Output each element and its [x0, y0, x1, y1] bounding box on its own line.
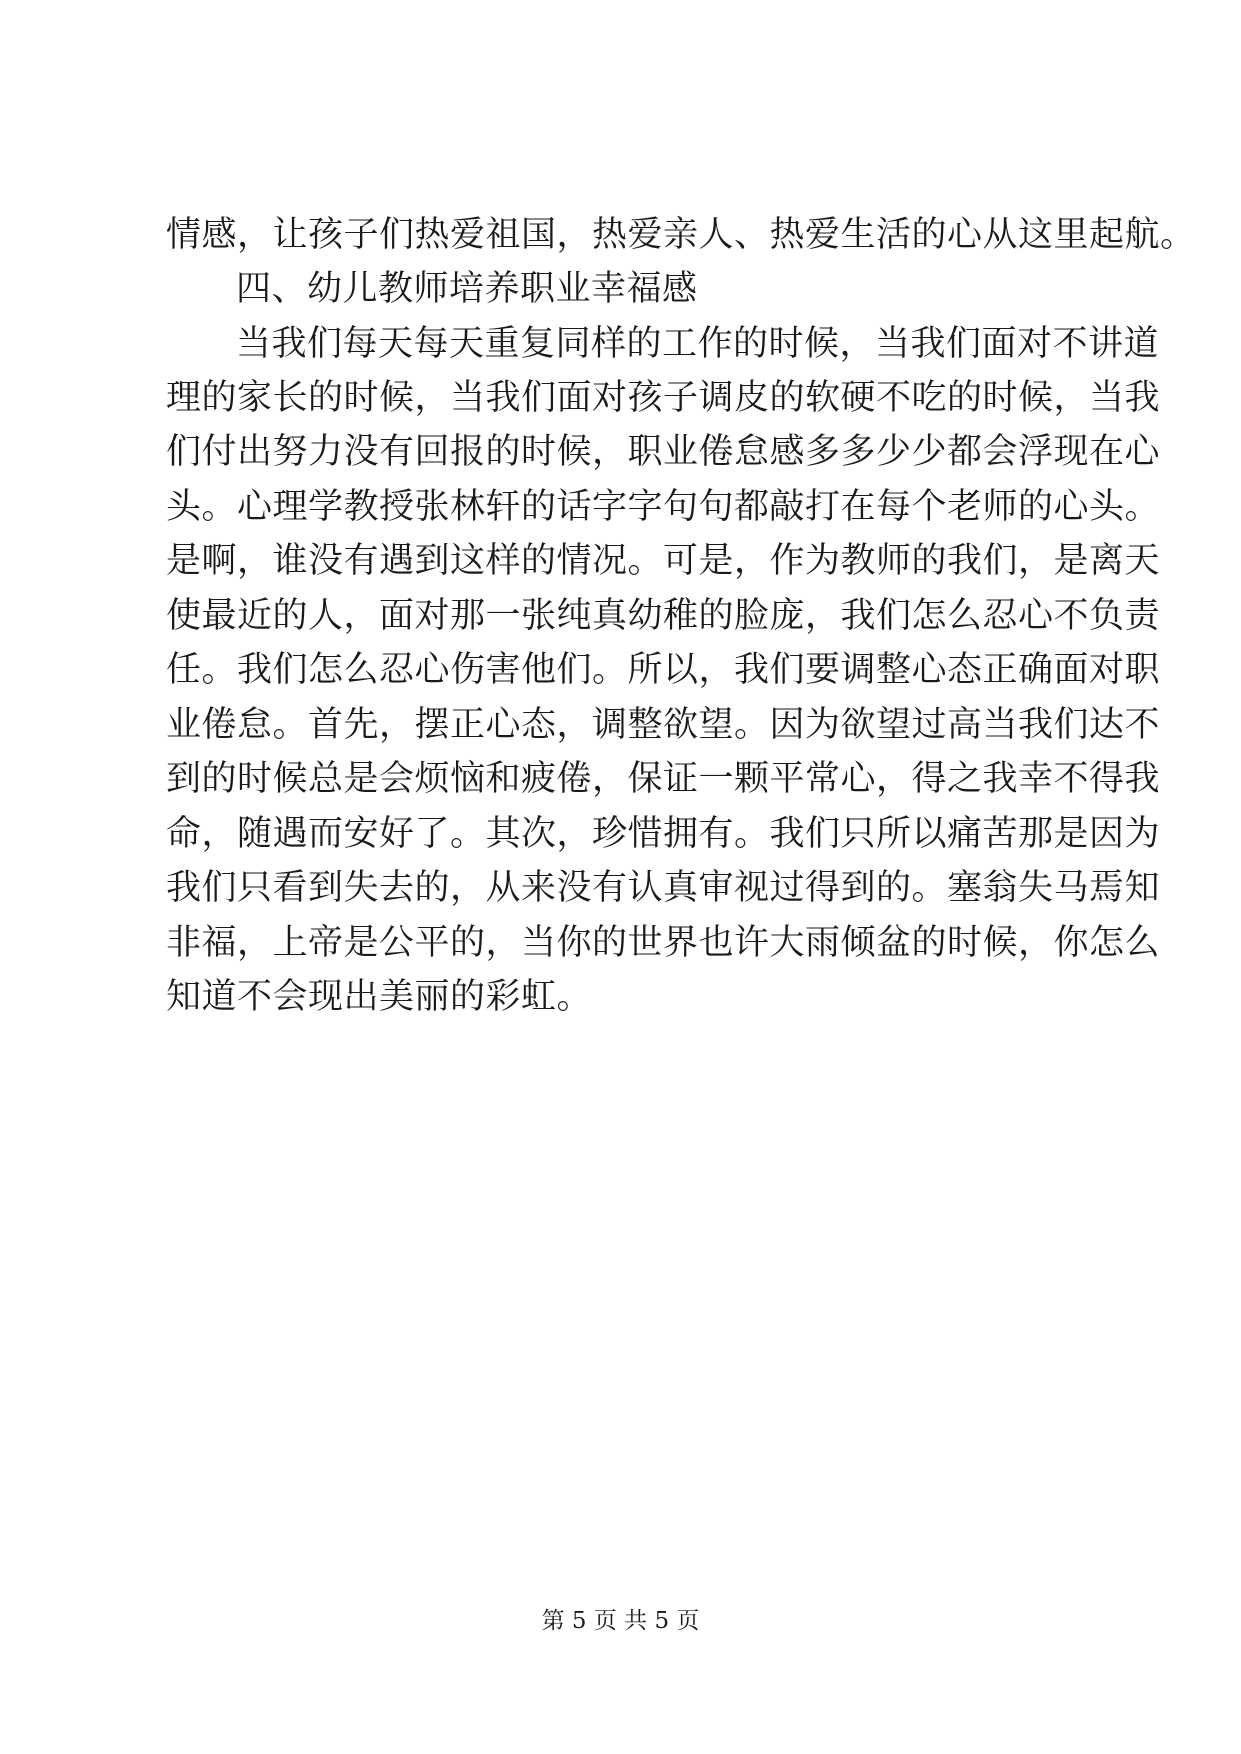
body-text-line: 我们只看到失去的，从来没有认真审视过得到的。塞翁失马焉知 [166, 868, 1161, 908]
body-text-line: 是啊，谁没有遇到这样的情况。可是，作为教师的我们，是离天 [166, 541, 1161, 581]
body-text-line: 们付出努力没有回报的时候，职业倦怠感多多少少都会浮现在心 [166, 432, 1161, 472]
body-text-line: 知道不会现出美丽的彩虹。 [166, 977, 593, 1017]
section-heading: 四、幼儿教师培养职业幸福感 [236, 269, 698, 309]
body-text-line: 任。我们怎么忍心伤害他们。所以，我们要调整心态正确面对职 [166, 650, 1161, 690]
body-text-line: 业倦怠。首先，摆正心态，调整欲望。因为欲望过高当我们达不 [166, 705, 1161, 745]
body-text-line: 情感，让孩子们热爱祖国，热爱亲人、热爱生活的心从这里起航。 [166, 215, 1196, 255]
body-text-line: 命，随遇而安好了。其次，珍惜拥有。我们只所以痛苦那是因为 [166, 814, 1161, 854]
body-text-line: 到的时候总是会烦恼和疲倦，保证一颗平常心，得之我幸不得我 [166, 759, 1161, 799]
body-text-line: 理的家长的时候，当我们面对孩子调皮的软硬不吃的时候，当我 [166, 378, 1161, 418]
body-text-line: 头。心理学教授张林轩的话字字句句都敲打在每个老师的心头。 [166, 487, 1161, 527]
body-text-line: 当我们每天每天重复同样的工作的时候，当我们面对不讲道 [236, 324, 1160, 364]
body-text-line: 使最近的人，面对那一张纯真幼稚的脸庞，我们怎么忍心不负责 [166, 596, 1161, 636]
body-text-line: 非福，上帝是公平的，当你的世界也许大雨倾盆的时候，你怎么 [166, 923, 1161, 963]
page-footer: 第 5 页 共 5 页 [541, 1608, 700, 1634]
